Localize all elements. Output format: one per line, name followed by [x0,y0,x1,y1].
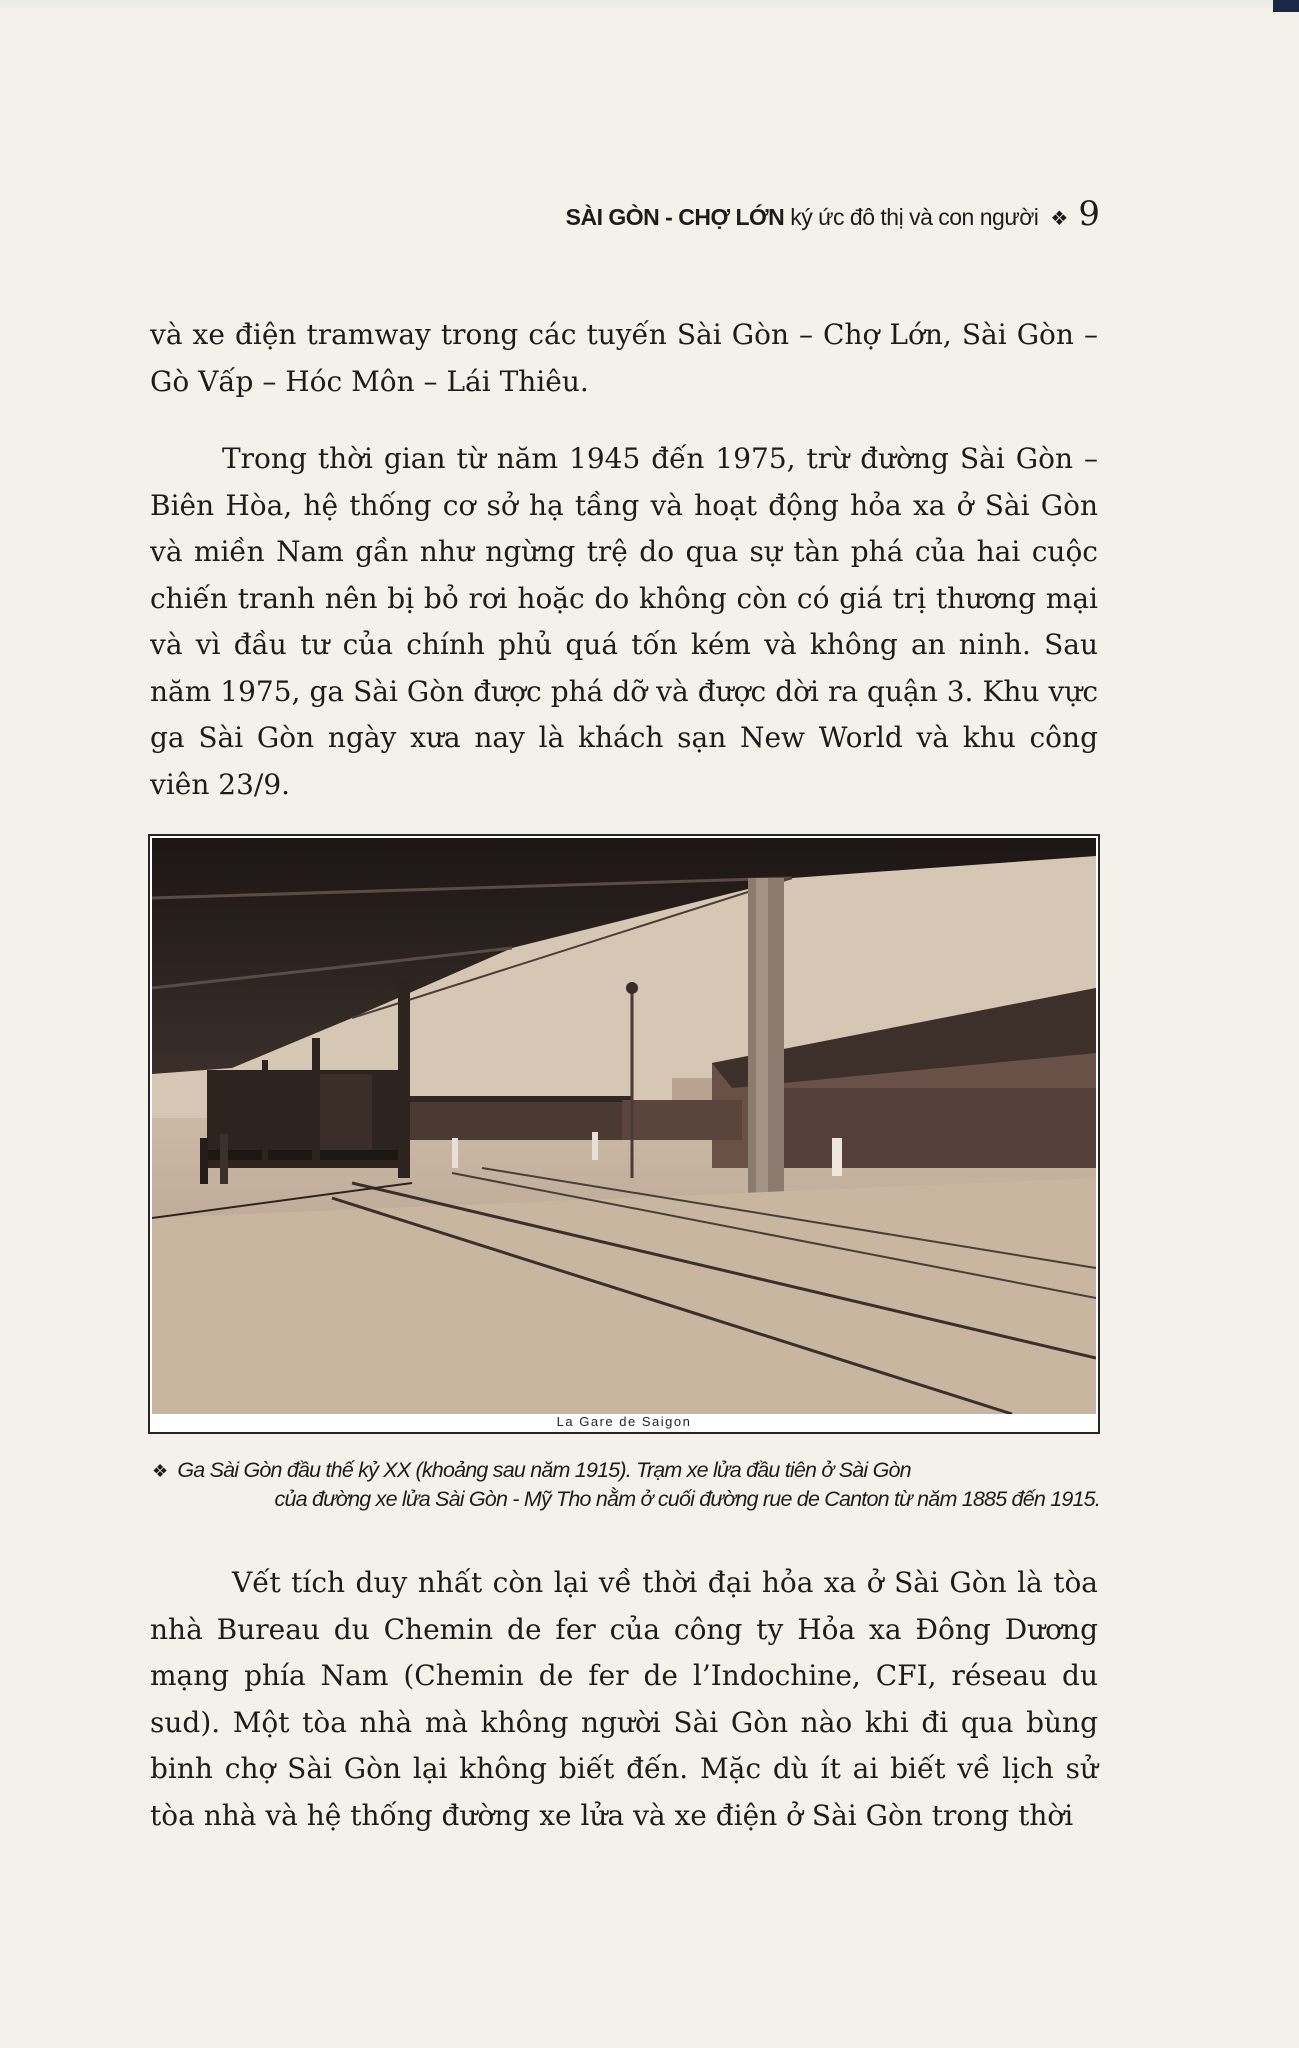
page-top-edge [0,0,1299,14]
caption-line-2: của đường xe lửa Sài Gòn - Mỹ Tho nằm ở cuối đường rue de Canton từ năm 1885 đến 1915. [274,1487,1100,1511]
station-photo-illustration [152,838,1096,1414]
book-subtitle: ký ức đô thị và con người [790,204,1039,230]
station-photo [152,838,1096,1414]
cover-edge [1273,0,1299,12]
page-number: 9 [1078,194,1100,234]
ornament-icon: ❖ [1050,208,1069,230]
figure-caption [152,1456,1102,1513]
plate-caption: La Gare de Saigon [556,1414,692,1429]
paragraph-2: Trong thời gian từ năm 1945 đến 1975, trừ đường Sài Gòn – Biên Hòa, hệ thống cơ sở hạ tầng và hoạt động hỏa xa ở Sài Gòn và miền Nam gần như ngừng trệ do qua sự tàn phá của hai cuộc chiến tranh nên bị bỏ rơi hoặc do không còn có giá trị thương mại và vì đầu tư của chính phủ quá tốn kém và không an ninh. Sau năm 1975, ga Sài Gòn được phá dỡ và được dời ra quận 3. Khu vực ga Sài Gòn ngày xưa nay là khách sạn New World và khu công viên 23/9. [150,442,1098,801]
caption-bullet-icon: ❖ [152,1461,168,1481]
running-header [140,194,1100,234]
paragraph-3: Vết tích duy nhất còn lại về thời đại hỏa xa ở Sài Gòn là tòa nhà Bureau du Chemin de fer của công ty Hỏa xa Đông Dương mạng phía Nam (Chemin de fer de l’Indochine, CFI, réseau du sud). Một tòa nhà mà không người Sài Gòn nào khi đi qua bùng binh chợ Sài Gòn lại không biết đến. Mặc dù ít ai biết về lịch sử tòa nhà và hệ thống đường xe lửa và xe điện ở Sài Gòn trong thời [150,1566,1098,1832]
book-title: SÀI GÒN - CHỢ LỚN [565,204,785,230]
photo-figure [148,834,1100,1434]
paragraph-1: và xe điện tramway trong các tuyến Sài Gòn – Chợ Lớn, Sài Gòn – Gò Vấp – Hóc Môn – Lái Thiêu. [150,318,1098,398]
caption-line-1: Ga Sài Gòn đầu thế kỷ XX (khoảng sau năm 1915). Trạm xe lửa đầu tiên ở Sài Gòn [177,1458,911,1482]
